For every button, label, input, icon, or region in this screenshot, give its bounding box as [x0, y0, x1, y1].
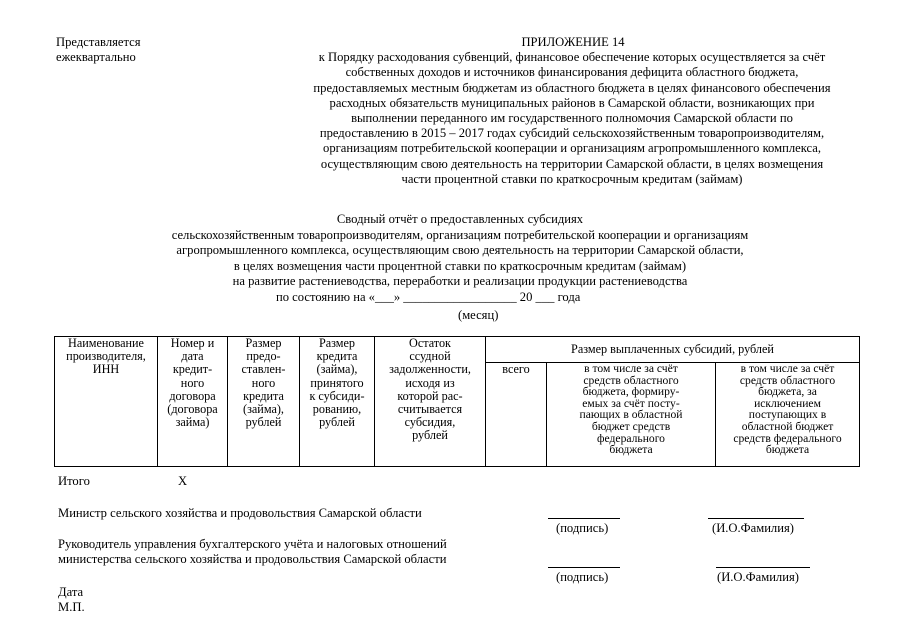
header-paid-subsidies: Размер выплаченных субсидий, рублей [486, 337, 860, 363]
totals-label: Итого [58, 474, 90, 488]
appendix-line: к Порядку расходования субвенций, финансовое обеспечение которых осуществляется за счёт [318, 50, 826, 65]
head-accounting-title-line-2: министерства сельского хозяйства и продовольствия Самарской области [58, 552, 447, 566]
subsidy-report-table [54, 336, 860, 467]
minister-signature-caption: (подпись) [556, 521, 609, 535]
header-outstanding-debt: Остаток ссудной задолженности, исходя из которой рас- считывается субсидия, рублей [375, 337, 486, 467]
head-signature-caption: (подпись) [556, 570, 609, 584]
header-producer: Наименование производителя, ИНН [55, 337, 158, 467]
minister-signature-line [548, 518, 620, 519]
minister-name-caption: (И.О.Фамилия) [712, 521, 794, 535]
submission-note-line-1: Представляется [56, 35, 141, 49]
appendix-line: части процентной ставки по краткосрочным кредитам (займам) [401, 171, 743, 186]
month-caption: (месяц) [458, 308, 499, 322]
seal-label: М.П. [58, 600, 85, 614]
appendix-title: ПРИЛОЖЕНИЕ 14 [521, 35, 625, 49]
totals-mark: Х [178, 474, 188, 488]
report-title-line: сельскохозяйственным товаропроизводителям, организациям потребительской кооперации и организациям [171, 227, 749, 242]
appendix-line: собственных доходов и источников финансирования дефицита областного бюджета, [345, 65, 799, 80]
head-accounting-title-line-1: Руководитель управления бухгалтерского учёта и налоговых отношений [58, 537, 447, 551]
header-federal-funds: в том числе за счёт средств областного бюджета, формиру- емых за счёт посту- пающих в областной бюджет средств федерального бюджета [547, 363, 716, 467]
minister-title: Министр сельского хозяйства и продовольствия Самарской области [58, 506, 422, 520]
head-signature-line [548, 567, 620, 568]
head-name-line [716, 567, 810, 568]
appendix-line: предоставлению в 2015 – 2017 годах субсидий сельскохозяйственным товаропроизводителям, [319, 126, 825, 141]
header-contract: Номер и дата кредит- ного договора (договора займа) [158, 337, 228, 467]
appendix-block [272, 35, 872, 187]
report-title-line: на развитие растениеводства, переработки и реализации продукции растениеводства [232, 274, 688, 288]
minister-name-line [708, 518, 804, 519]
report-title-block [60, 212, 860, 290]
report-title: Сводный отчёт о предоставленных субсидиях [336, 212, 584, 226]
appendix-line: расходных обязательств муниципальных районов в Самарской области, возникающих при [329, 95, 815, 110]
appendix-line: организациям потребительской кооперации и организациям агропромышленного комплекса, [323, 141, 821, 156]
submission-note-line-2: ежеквартально [56, 50, 136, 64]
head-name-caption: (И.О.Фамилия) [717, 570, 799, 584]
report-title-line: агропромышленного комплекса, осуществляющим свою деятельность на территории Самарской области, [176, 243, 744, 257]
header-total: всего [486, 363, 547, 467]
date-label: Дата [58, 585, 84, 599]
header-loan-amount: Размер предо- ставлен- ного кредита (займа), рублей [228, 337, 300, 467]
appendix-line: осуществляющим свою деятельность на территории Самарской области, в целях возмещения [320, 156, 824, 171]
report-title-line: в целях возмещения части процентной ставки по краткосрочным кредитам (займам) [233, 258, 687, 273]
header-regional-funds: в том числе за счёт средств областного бюджета, за исключением поступающих в областной бюджет средств федерального бюджета [716, 363, 860, 467]
as-of-date-line: по состоянию на «___» __________________ 20 ___ года [276, 290, 581, 304]
appendix-line: выполнении переданного им государственного полномочия Самарской области по [351, 111, 793, 126]
appendix-line: предоставляемых местным бюджетам из областного бюджета в целях финансового обеспечения [313, 80, 831, 95]
header-subsidized-loan: Размер кредита (займа), принятого к субсиди- рованию, рублей [300, 337, 375, 467]
